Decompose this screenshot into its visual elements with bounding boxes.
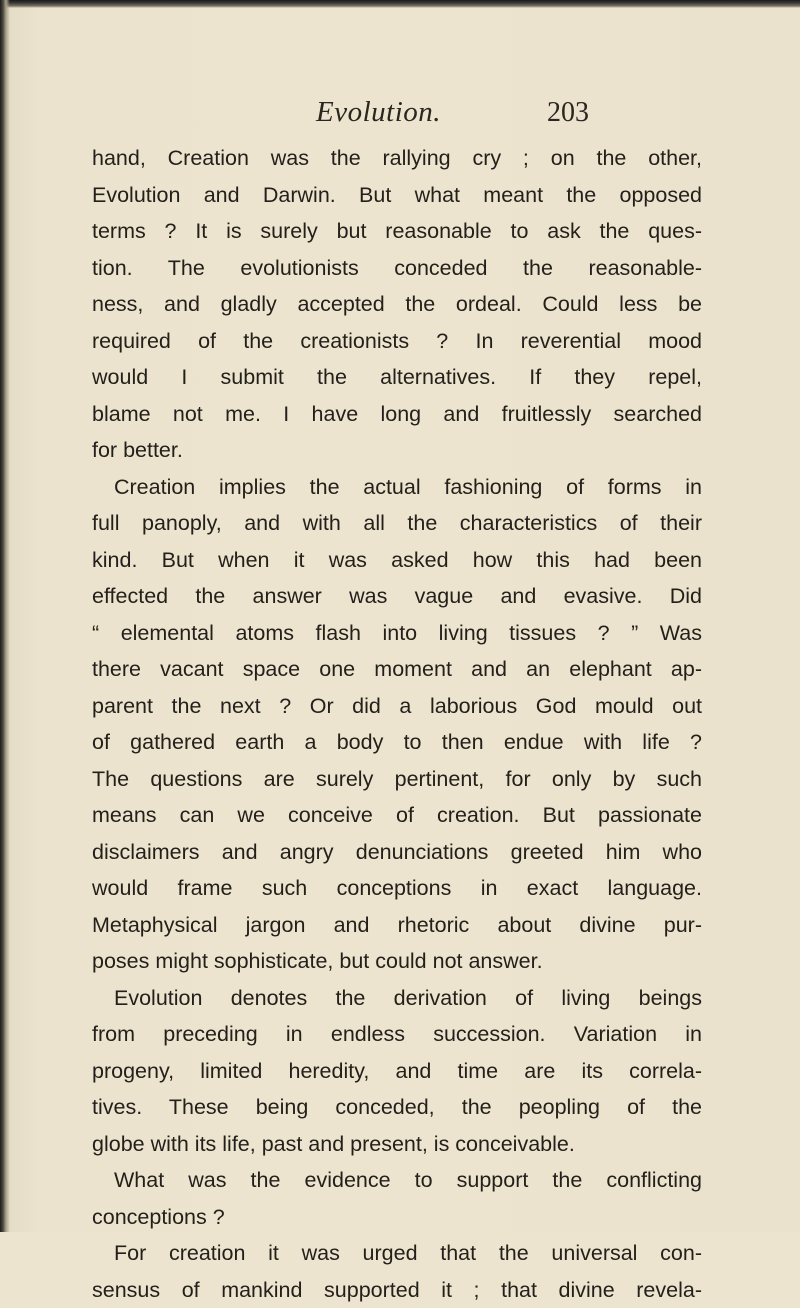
text-line: effected the answer was vague and evasive. Did	[92, 578, 702, 615]
text-line: poses might sophisticate, but could not answer.	[92, 943, 702, 980]
text-line: For creation it was urged that the universal con-	[92, 1235, 702, 1272]
text-line: kind. But when it was asked how this had been	[92, 542, 702, 579]
text-line: means can we conceive of creation. But passionate	[92, 797, 702, 834]
text-line: of gathered earth a body to then endue with life ?	[92, 724, 702, 761]
text-line: Evolution and Darwin. But what meant the opposed	[92, 177, 702, 214]
text-line: Evolution denotes the derivation of living beings	[92, 980, 702, 1017]
text-line: sensus of mankind supported it ; that divine revela-	[92, 1272, 702, 1308]
text-line: hand, Creation was the rallying cry ; on the other,	[92, 140, 702, 177]
running-head	[0, 96, 800, 136]
text-line: would frame such conceptions in exact language.	[92, 870, 702, 907]
text-line: The questions are surely pertinent, for only by such	[92, 761, 702, 798]
text-line: terms ? It is surely but reasonable to ask the ques-	[92, 213, 702, 250]
page-top-edge-shadow	[0, 0, 800, 8]
text-line: Metaphysical jargon and rhetoric about divine pur-	[92, 907, 702, 944]
text-line: required of the creationists ? In reverential mood	[92, 323, 702, 360]
text-line: blame not me. I have long and fruitlessly searched	[92, 396, 702, 433]
text-line: for better.	[92, 432, 702, 469]
text-line: tives. These being conceded, the peopling of the	[92, 1089, 702, 1126]
text-line: “ elemental atoms flash into living tissues ? ” Was	[92, 615, 702, 652]
text-line: progeny, limited heredity, and time are its correla-	[92, 1053, 702, 1090]
text-line: parent the next ? Or did a laborious God mould out	[92, 688, 702, 725]
text-line: globe with its life, past and present, is conceivable.	[92, 1126, 702, 1163]
text-line: Creation implies the actual fashioning of forms in	[92, 469, 702, 506]
text-line: there vacant space one moment and an elephant ap-	[92, 651, 702, 688]
text-line: from preceding in endless succession. Variation in	[92, 1016, 702, 1053]
text-line: What was the evidence to support the conflicting	[92, 1162, 702, 1199]
running-title: Evolution.	[316, 96, 441, 129]
page-binding-edge-shadow	[0, 0, 10, 1232]
text-line: full panoply, and with all the characteristics of their	[92, 505, 702, 542]
text-line: disclaimers and angry denunciations greeted him who	[92, 834, 702, 871]
text-line: tion. The evolutionists conceded the reasonable-	[92, 250, 702, 287]
page-number: 203	[547, 97, 589, 129]
text-line: would I submit the alternatives. If they repel,	[92, 359, 702, 396]
body-text	[92, 140, 702, 1308]
text-line: conceptions ?	[92, 1199, 702, 1236]
text-line: ness, and gladly accepted the ordeal. Could less be	[92, 286, 702, 323]
